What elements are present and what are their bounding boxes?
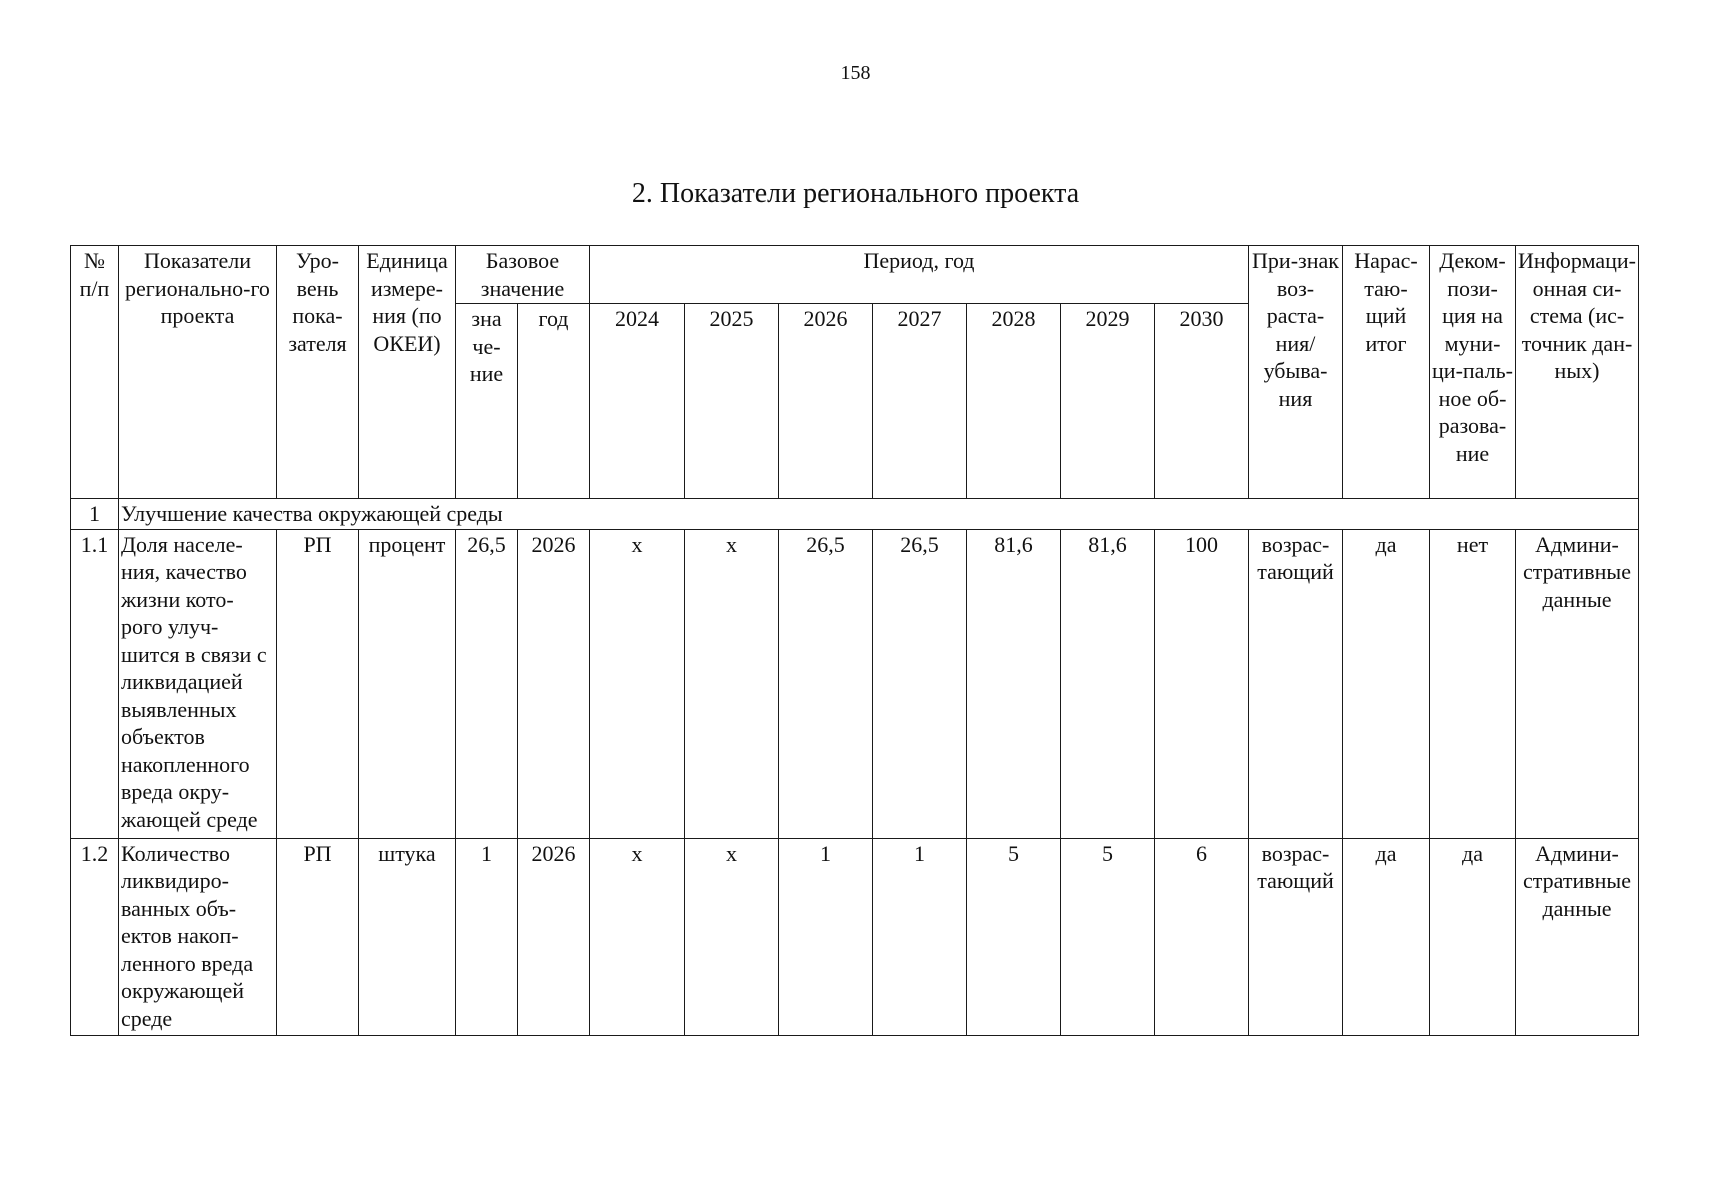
header-row-1: [71, 246, 1639, 304]
row-year-value: 26,5: [779, 529, 873, 838]
table-row: [71, 838, 1639, 1035]
page-title: 2. Показатели регионального проекта: [631, 178, 1080, 209]
row-year-value: 1: [779, 838, 873, 1035]
row-trend: возрас-тающий: [1249, 838, 1343, 1035]
row-num: 1.2: [71, 838, 119, 1035]
row-year-value: 81,6: [967, 529, 1061, 838]
header-year: 2024: [590, 304, 685, 499]
header-base-value: зна че-ние: [456, 304, 518, 499]
row-decomposition: да: [1430, 838, 1516, 1035]
row-year-value: 1: [873, 838, 967, 1035]
row-info-system: Админи-стративные данные: [1516, 838, 1639, 1035]
header-base-group: Базовое значение: [456, 246, 590, 304]
section-row: [71, 499, 1639, 530]
row-year-value: 81,6: [1061, 529, 1155, 838]
header-year: 2028: [967, 304, 1061, 499]
row-year-value: 26,5: [873, 529, 967, 838]
row-info-system: Админи-стративные данные: [1516, 529, 1639, 838]
row-year-value: х: [685, 529, 779, 838]
row-num: 1.1: [71, 529, 119, 838]
header-unit: Единица измере-ния (по ОКЕИ): [359, 246, 456, 499]
row-year-value: х: [590, 838, 685, 1035]
row-year-value: 5: [967, 838, 1061, 1035]
header-num: № п/п: [71, 246, 119, 499]
header-base-year: год: [518, 304, 590, 499]
header-period-group: Период, год: [590, 246, 1249, 304]
row-year-value: х: [590, 529, 685, 838]
header-year: 2030: [1155, 304, 1249, 499]
row-year-value: 6: [1155, 838, 1249, 1035]
row-decomposition: нет: [1430, 529, 1516, 838]
header-year: 2027: [873, 304, 967, 499]
row-base-value: 26,5: [456, 529, 518, 838]
row-indicator: Количество ликвидиро-ванных объ-ектов накоп-ленного вреда окружающей среде: [119, 838, 277, 1035]
header-cumulative: Нарас-таю-щий итог: [1343, 246, 1430, 499]
header-year: 2029: [1061, 304, 1155, 499]
row-level: РП: [277, 838, 359, 1035]
header-level: Уро-вень пока-зателя: [277, 246, 359, 499]
row-base-year: 2026: [518, 838, 590, 1035]
row-year-value: 100: [1155, 529, 1249, 838]
row-year-value: 5: [1061, 838, 1155, 1035]
row-base-value: 1: [456, 838, 518, 1035]
section-num: 1: [71, 499, 119, 530]
page-number: 158: [840, 62, 871, 84]
row-trend: возрас-тающий: [1249, 529, 1343, 838]
row-cumulative: да: [1343, 838, 1430, 1035]
header-indicator: Показатели регионально-го проекта: [119, 246, 277, 499]
header-year: 2025: [685, 304, 779, 499]
row-unit: штука: [359, 838, 456, 1035]
row-indicator: Доля населе-ния, качество жизни кото-рого улуч-шится в связи с ликвидацией выявленных объектов накопленного вреда окру-жающей среде: [119, 529, 277, 838]
section-title: Улучшение качества окружающей среды: [119, 499, 1639, 530]
table-row: [71, 529, 1639, 838]
indicators-table: [70, 245, 1639, 1036]
row-year-value: х: [685, 838, 779, 1035]
header-year: 2026: [779, 304, 873, 499]
row-level: РП: [277, 529, 359, 838]
row-cumulative: да: [1343, 529, 1430, 838]
header-info-system: Информаци-онная си-стема (ис-точник дан-ных): [1516, 246, 1639, 499]
row-unit: процент: [359, 529, 456, 838]
header-decomposition: Деком-пози-ция на муни-ци-паль-ное об-разова-ние: [1430, 246, 1516, 499]
row-base-year: 2026: [518, 529, 590, 838]
header-trend: При-знак воз-раста-ния/ убыва-ния: [1249, 246, 1343, 499]
